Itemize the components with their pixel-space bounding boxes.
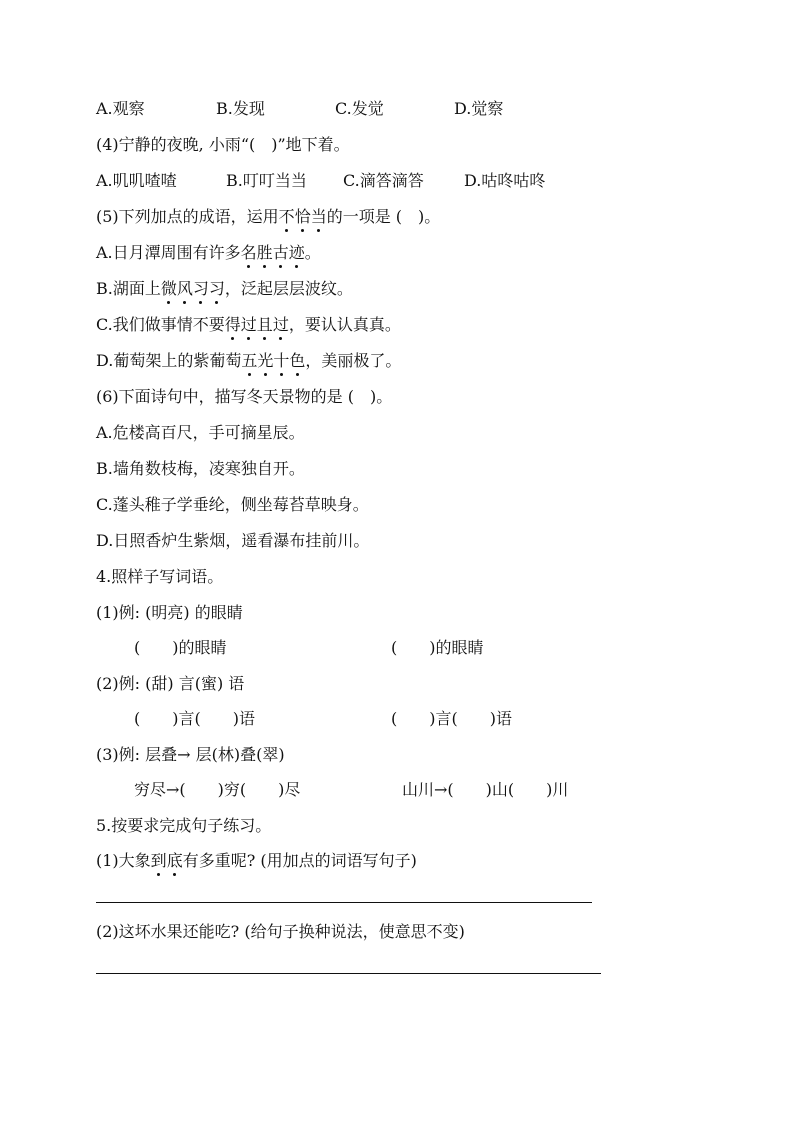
q6-option-d: D.日照香炉生紫烟，遥看瀑布挂前川。 [96, 531, 370, 550]
q6-option-c: C.蓬头稚子学垂纶，侧坐莓苔草映身。 [96, 495, 369, 514]
option-b: B.发现 [216, 99, 265, 118]
answer-line-2[interactable] [96, 973, 601, 974]
section-4-title: 4.照样子写词语。 [96, 567, 224, 586]
dotted-emphasis [279, 207, 327, 226]
q4-option-d: D.咕咚咕咚 [464, 171, 546, 190]
emphasis-char: 到 [150, 851, 167, 870]
emphasis-char: 十 [273, 351, 290, 370]
dotted-idiom [241, 351, 305, 370]
blank-eyes-right[interactable]: ( )的眼睛 [391, 638, 484, 657]
option-a: A.观察 [96, 99, 145, 118]
emphasis-char: 底 [166, 851, 183, 870]
q5-option-d: D.葡萄架上的紫葡萄五光十色，美丽极了。 [96, 351, 402, 370]
q6-option-a: A.危楼高百尺，手可摘星辰。 [96, 423, 305, 442]
emphasis-char: 且 [256, 315, 273, 334]
emphasis-char: 恰 [294, 207, 311, 226]
emphasis-char: 色 [289, 351, 306, 370]
emphasis-char: 得 [224, 315, 241, 334]
emphasis-char: 过 [272, 315, 289, 334]
emphasis-char: 古 [272, 243, 289, 262]
dotted-idiom [161, 279, 225, 298]
dotted-idiom [225, 315, 289, 334]
section-4-example-2: (2)例: (甜) 言(蜜) 语 [96, 674, 245, 693]
option-d: D.觉察 [454, 99, 504, 118]
section-5-question-1: (1)大象到底有多重呢? (用加点的词语写句子) [96, 851, 417, 870]
q5-option-b: B.湖面上微风习习，泛起层层波纹。 [96, 279, 353, 298]
question-6-stem: (6)下面诗句中，描写冬天景物的是 ( )。 [96, 387, 393, 406]
q4-option-c: C.滴答滴答 [343, 171, 424, 190]
section-4-example-3: (3)例: 层叠→ 层(林)叠(翠) [96, 745, 285, 764]
answer-line-1[interactable] [96, 902, 592, 903]
emphasis-char: 光 [257, 351, 274, 370]
blank-eyes-left[interactable]: ( )的眼睛 [134, 638, 227, 657]
blank-yan-yu-left[interactable]: ( )言( )语 [134, 709, 255, 728]
section-4-example-1: (1)例: (明亮) 的眼睛 [96, 603, 243, 622]
q6-option-b: B.墙角数枝梅，凌寒独自开。 [96, 459, 305, 478]
option-c: C.发觉 [335, 99, 384, 118]
emphasis-char: 名 [240, 243, 257, 262]
section-5-question-2: (2)这坏水果还能吃? (给句子换种说法，使意思不变) [96, 922, 465, 941]
emphasis-char: 迹 [288, 243, 305, 262]
emphasis-char: 过 [240, 315, 257, 334]
section-5-title: 5.按要求完成句子练习。 [96, 816, 272, 835]
emphasis-char: 五 [241, 351, 258, 370]
blank-qiong-jin[interactable]: 穷尽→( )穷( )尽 [134, 780, 301, 799]
q4-option-a: A.叽叽喳喳 [96, 171, 177, 190]
blank-shan-chuan[interactable]: 山川→( )山( )川 [402, 780, 569, 799]
q5-option-a: A.日月潭周围有许多名胜古迹。 [96, 243, 321, 262]
dotted-word [151, 851, 183, 870]
q4-option-b: B.叮叮当当 [226, 171, 307, 190]
emphasis-char: 微 [160, 279, 177, 298]
q5-option-c: C.我们做事情不要得过且过，要认认真真。 [96, 315, 401, 334]
question-4-stem: (4)宁静的夜晚, 小雨“( )”地下着。 [96, 135, 350, 154]
question-5-stem: (5)下列加点的成语，运用不恰当的一项是 ( )。 [96, 207, 441, 226]
blank-yan-yu-right[interactable]: ( )言( )语 [391, 709, 512, 728]
emphasis-char: 不 [278, 207, 295, 226]
emphasis-char: 习 [192, 279, 209, 298]
emphasis-char: 风 [176, 279, 193, 298]
emphasis-char: 当 [310, 207, 327, 226]
emphasis-char: 胜 [256, 243, 273, 262]
emphasis-char: 习 [208, 279, 225, 298]
dotted-idiom [241, 243, 305, 262]
